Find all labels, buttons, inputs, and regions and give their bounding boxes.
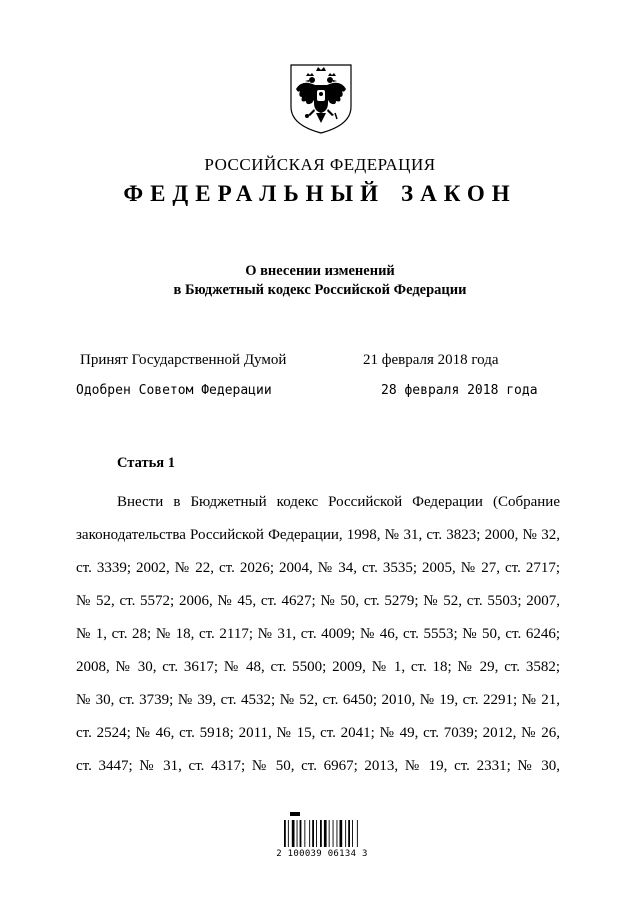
council-approval-date: 28 февраля 2018 года bbox=[381, 383, 538, 398]
article-line: № 1, ст. 28; № 18, ст. 2117; № 31, ст. 4009; № 46, ст. 5553; № 50, ст. 6246; bbox=[76, 626, 560, 642]
document-type-title bbox=[0, 181, 640, 207]
barcode-icon bbox=[262, 812, 382, 868]
law-subject-title bbox=[0, 262, 640, 300]
coat-of-arms-icon bbox=[288, 63, 354, 135]
duma-adoption-label: Принят Государственной Думой bbox=[80, 352, 287, 368]
country-name: РОССИЙСКАЯ ФЕДЕРАЦИЯ bbox=[204, 155, 436, 174]
article-line: ст. 3339; 2002, № 22, ст. 2026; 2004, № 34, ст. 3535; 2005, № 27, ст. 2717; bbox=[76, 560, 560, 576]
article-line: ст. 2524; № 46, ст. 5918; 2011, № 15, ст. 2041; № 49, ст. 7039; 2012, № 26, bbox=[76, 725, 560, 741]
article-body bbox=[76, 491, 560, 788]
article-line: № 52, ст. 5572; 2006, № 45, ст. 4627; № 50, ст. 5279; № 52, ст. 5503; 2007, bbox=[76, 593, 560, 609]
document-type-word-2: ЗАКОН bbox=[401, 181, 517, 206]
article-line: законодательства Российской Федерации, 1998, № 31, ст. 3823; 2000, № 32, bbox=[76, 527, 560, 543]
subject-line-2: в Бюджетный кодекс Российской Федерации bbox=[173, 282, 467, 298]
article-line: Внести в Бюджетный кодекс Российской Федерации (Собрание bbox=[117, 494, 560, 510]
article-line: № 30, ст. 3739; № 39, ст. 4532; № 52, ст. 6450; 2010, № 19, ст. 2291; № 21, bbox=[76, 692, 560, 708]
article-line: 2008, № 30, ст. 3617; № 48, ст. 5500; 2009, № 1, ст. 18; № 29, ст. 3582; bbox=[76, 659, 560, 675]
duma-adoption-date: 21 февраля 2018 года bbox=[363, 352, 499, 368]
barcode-number: 2 100039 06134 3 bbox=[276, 849, 368, 859]
article-line: ст. 3447; № 31, ст. 4317; № 50, ст. 6967; 2013, № 19, ст. 2331; № 30, bbox=[76, 758, 560, 774]
subject-line-1: О внесении изменений bbox=[245, 263, 395, 279]
article-heading: Статья 1 bbox=[117, 455, 175, 471]
council-approval-label: Одобрен Советом Федерации bbox=[76, 383, 272, 398]
document-type-word-1: ФЕДЕРАЛЬНЫЙ bbox=[123, 181, 386, 206]
